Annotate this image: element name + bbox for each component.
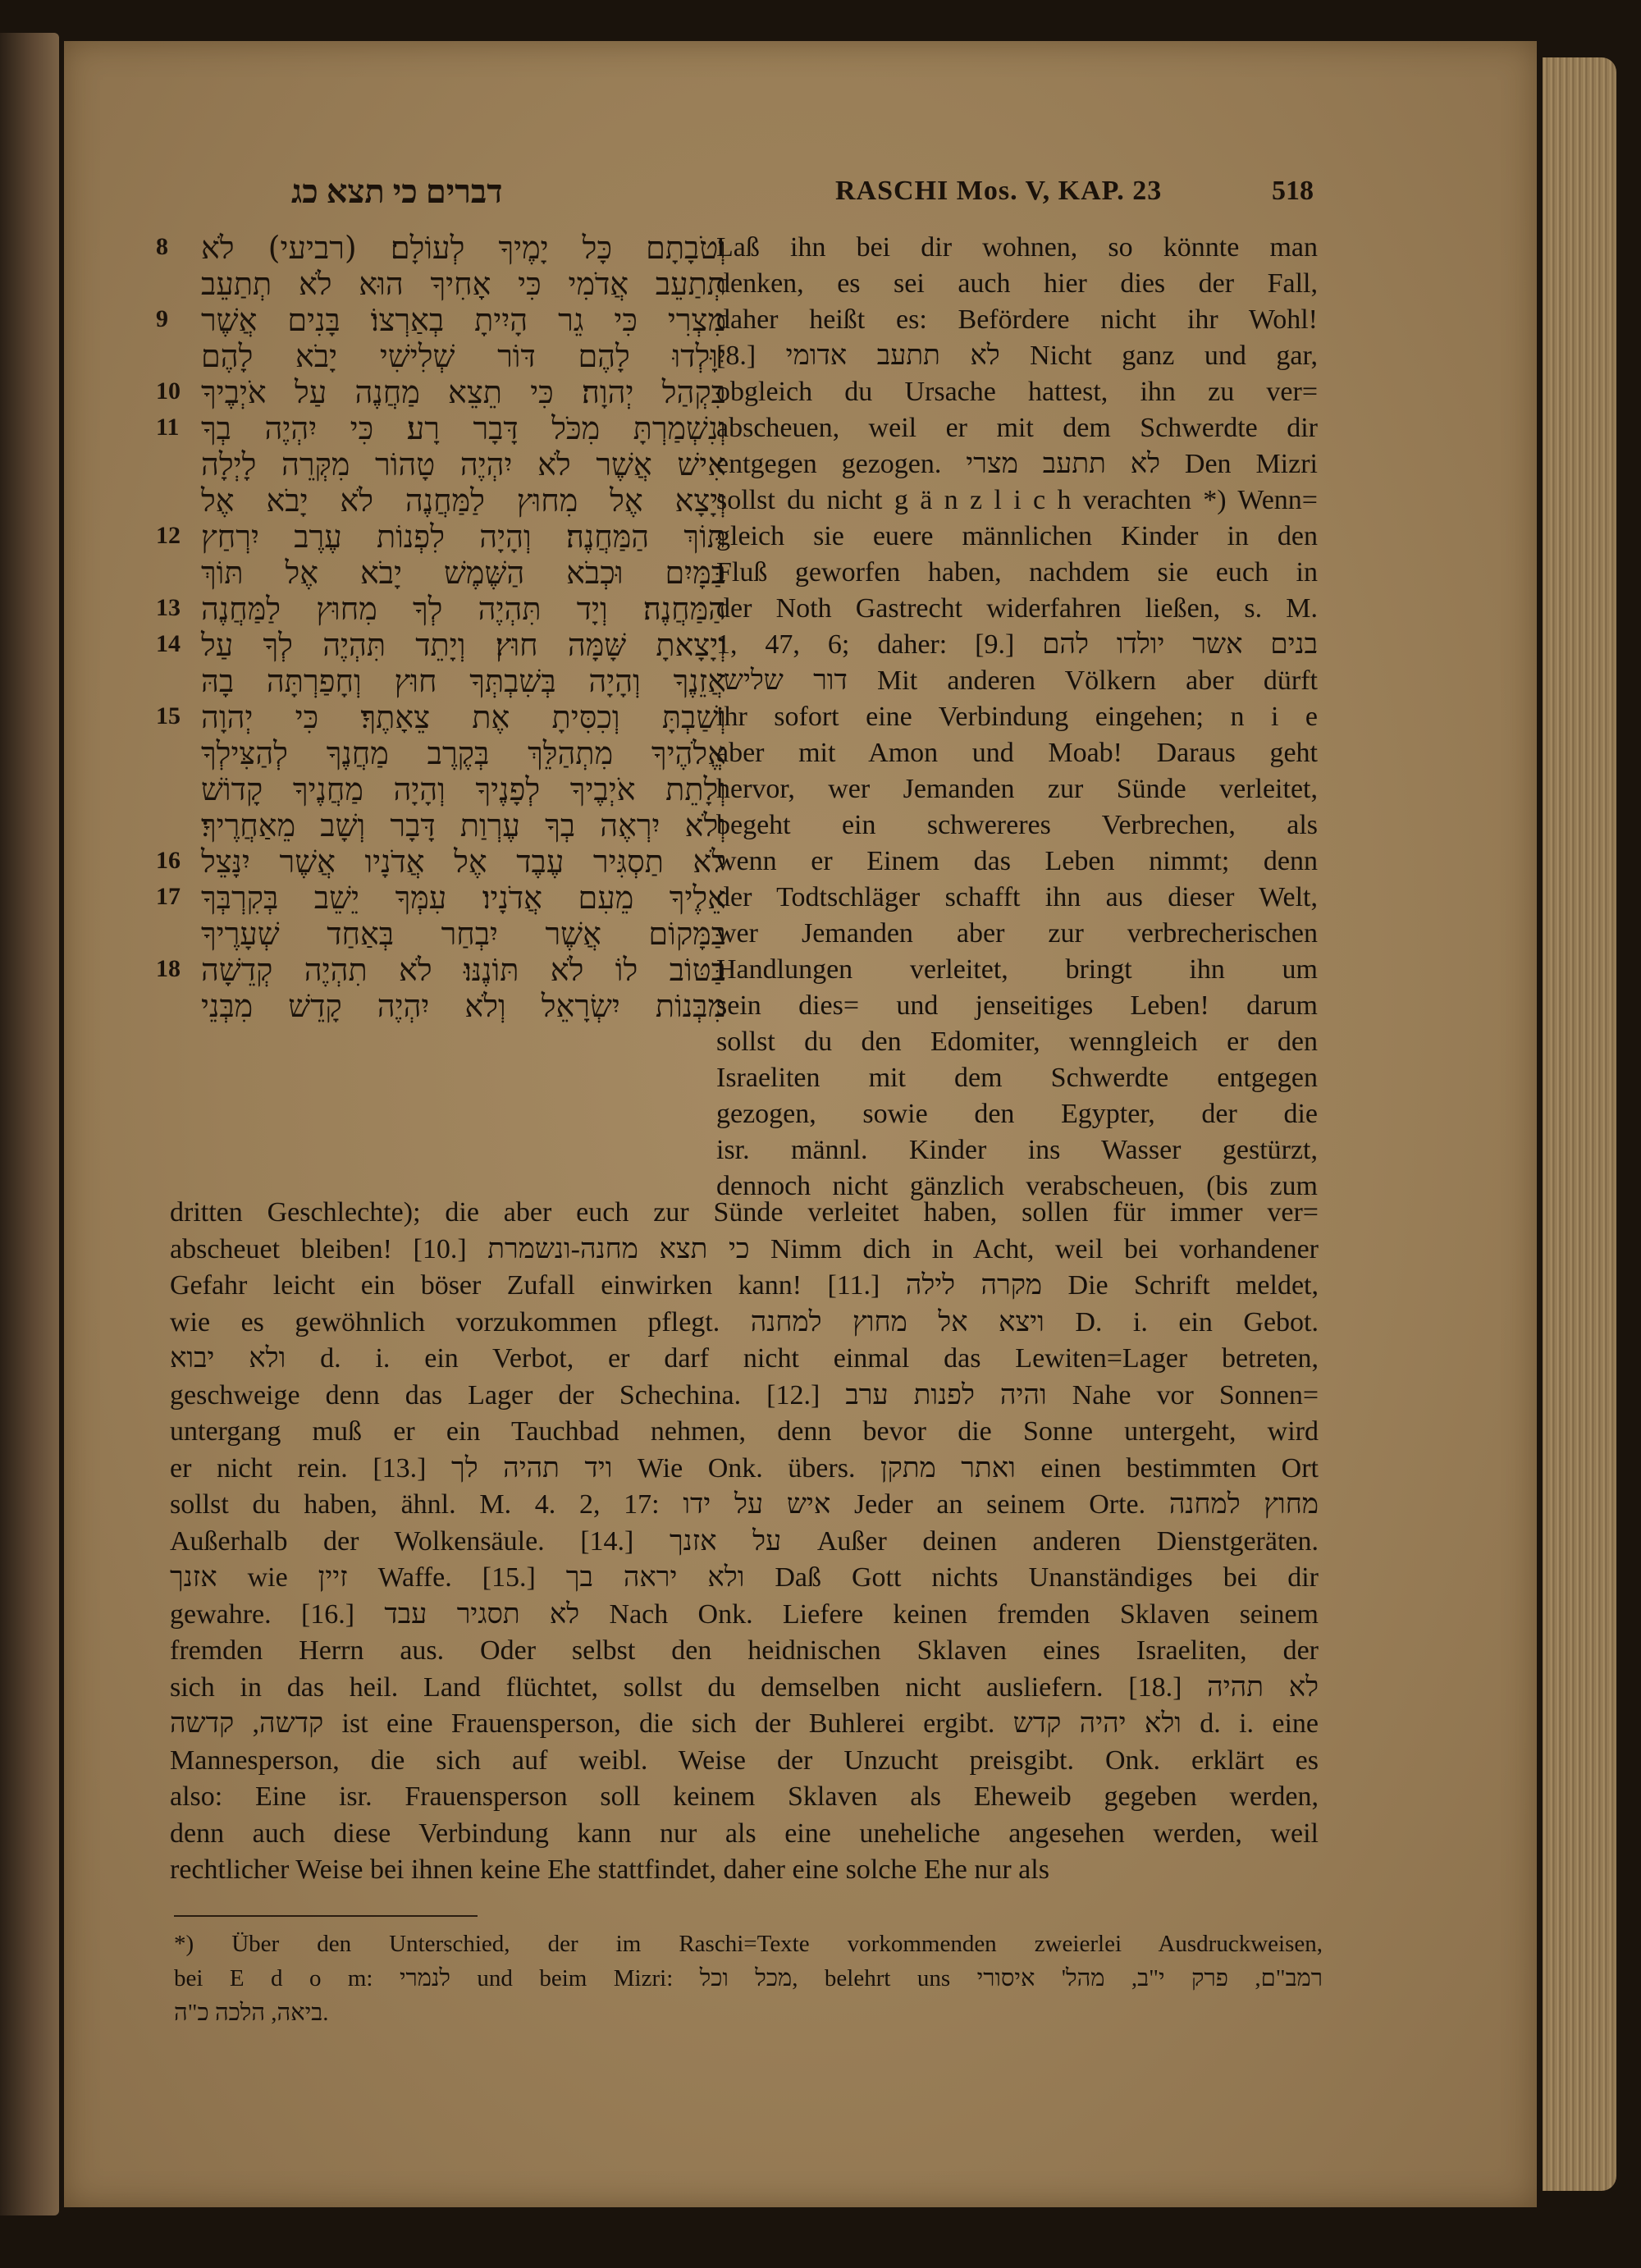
commentary-line: sich in das heil. Land flüchtet, sollst du demselben nicht ausliefern. [18.] לא תהיה <box>170 1671 1319 1703</box>
page-number: 518 <box>1272 176 1314 206</box>
commentary-line: 1, 47, 6; daher: [9.] בנים אשר יולדו להם <box>716 629 1318 660</box>
commentary-line: er nicht rein. [13.] ויד תהיה לך Wie Onk. übers. ואתר מתקן einen bestimmten Ort <box>170 1452 1319 1484</box>
german-commentary-right-column <box>716 230 1318 1205</box>
commentary-line: gezogen, sowie den Egypter, der die <box>716 1099 1318 1129</box>
raschi-running-head: RASCHI Mos. V, KAP. 23 <box>835 176 1163 206</box>
commentary-line: denken, es sei auch hier dies der Fall, <box>716 268 1318 299</box>
commentary-line: Gefahr leicht ein böser Zufall einwirken kann! [11.] מקרה לילה Die Schrift meldet, <box>170 1270 1319 1301</box>
commentary-line: fremden Herrn aus. Oder selbst den heidnischen Sklaven eines Israeliten, der <box>170 1635 1319 1666</box>
commentary-line: abscheuen, weil er mit dem Schwerdte dir <box>716 413 1318 443</box>
hebrew-running-head: דברים כי תצא כג <box>291 173 503 210</box>
commentary-line: denn auch diese Verbindung kann nur als eine uneheliche angesehen werden, weil <box>170 1818 1319 1849</box>
hebrew-verse-text: אִישׁ אֲשֶׁר לֹא יִהְיֶה טָהוֹר מִקְּרֵה לָיְלָה <box>201 446 726 482</box>
commentary-line: begeht ein schwereres Verbrechen, als <box>716 810 1318 840</box>
commentary-line: Fluß geworfen haben, nachdem sie euch in <box>716 557 1318 588</box>
verse-number: 11 <box>156 414 180 441</box>
footnote-rule <box>174 1915 478 1917</box>
verse-number: 8 <box>156 233 168 260</box>
hebrew-verse-text: אֲזֵנֶךָ וְהָיָה בְּשִׁבְתְּךָ חוּץ וְחָפַרְתָּה בָהּ <box>201 663 726 699</box>
commentary-line: ולא יבוא d. i. ein Verbot, er darf nicht einmal das Lewiten=Lager betreten, <box>170 1343 1319 1374</box>
hebrew-verse-text: תְתַעֵב אֲדֹמִי כִּי אָחִיךָ הוּא לֹא תְתַעֵב <box>201 266 726 302</box>
page-header <box>0 172 1641 213</box>
commentary-line: Laß ihn bei dir wohnen, so könnte man <box>716 232 1318 263</box>
hebrew-verse-text: הַמַּחֲנֶה׃ וְיָד תִּהְיֶה לְךָ מִחוּץ לַמַּחֲנֶה <box>201 591 726 627</box>
commentary-line: rechtlicher Weise bei ihnen keine Ehe stattfindet, daher eine solche Ehe nur als <box>170 1854 1049 1885</box>
commentary-line: קדשה, קדשה ist eine Frauensperson, die sich der Buhlerei ergibt. ולא יהיה קדש d. i. eine <box>170 1708 1319 1739</box>
hebrew-verse-text: וְנִשְׁמַרְתָּ מִכֹּל דָּבָר רָע׃ כִּי יִהְיֶה בְךָ <box>201 410 726 446</box>
commentary-line: dennoch nicht gänzlich verabscheuen, (bis zum <box>716 1171 1318 1201</box>
hebrew-verse-text: אֱלֹהֶיךָ מִתְהַלֵּךְ בְּקֶרֶב מַחֲנֶךָ לְהַצִּילְךָ <box>201 735 726 771</box>
commentary-line: gleich sie euere männlichen Kinder in den <box>716 521 1318 551</box>
commentary-line: der Todtschläger schafft ihn aus dieser Welt, <box>716 882 1318 912</box>
hebrew-verse-text: בַּטּוֹב לוֹ לֹא תּוֹנֶנּוּ׃ לֹא תִהְיֶה קְדֵשָׁה <box>201 952 726 988</box>
commentary-line: obgleich du Ursache hattest, ihn zu ver= <box>716 377 1318 407</box>
hebrew-verse-text: בַּמָּיִם וּכְבֹא הַשֶּׁמֶשׁ יָבֹא אֶל תּוֹךְ <box>201 555 726 591</box>
commentary-line: ihr sofort eine Verbindung eingehen; n i e <box>716 702 1318 732</box>
commentary-line: [8.] לא תתעב אדומי Nicht ganz und gar, <box>716 341 1318 371</box>
commentary-line: דור שלישי Mit anderen Völkern aber dürft <box>716 665 1318 696</box>
hebrew-verse-text: יִוָּלְדוּ לָהֶם דּוֹר שְׁלִישִׁי יָבֹא לָהֶם <box>201 338 726 374</box>
hebrew-verse-text: וְשַׁבְתָּ וְכִסִּיתָ אֶת צֵאָתֶךָ׃ כִּי יְהוָה <box>201 699 726 735</box>
hebrew-verse-text: וְטֹבָתָם כָּל יָמֶיךָ לְעוֹלָם׃ (רביעי) לֹא <box>201 230 726 266</box>
commentary-line: gewahre. [16.] לא תסגיר עבד Nach Onk. Liefere keinen fremden Sklaven seinem <box>170 1598 1319 1630</box>
commentary-line: wenn er Einem das Leben nimmt; denn <box>716 846 1318 876</box>
commentary-line: Israeliten mit dem Schwerdte entgegen <box>716 1063 1318 1093</box>
verse-number: 14 <box>156 630 181 657</box>
hebrew-verse-text: בַּמָּקוֹם אֲשֶׁר יִבְחַר בְּאַחַד שְׁעָרֶיךָ <box>201 916 726 952</box>
hebrew-verse-text: בִּקְהַל יְהוָה׃ כִּי תֵצֵא מַחֲנֶה עַל אֹיְבֶיךָ <box>201 374 726 410</box>
verse-number: 10 <box>156 377 181 405</box>
left-page-edge <box>0 33 59 2215</box>
hebrew-verse-text: תּוֹךְ הַמַּחֲנֶה׃ וְהָיָה לִפְנוֹת עֶרֶב יִרְחַץ <box>201 519 726 555</box>
commentary-line: also: Eine isr. Frauensperson soll keinem Sklaven als Eheweib gegeben werden, <box>170 1781 1319 1812</box>
hebrew-verse-text: מִבְּנוֹת יִשְׂרָאֵל וְלֹא יִהְיֶה קָדֵשׁ מִבְּנֵי <box>201 988 726 1024</box>
commentary-line: Mannesperson, die sich auf weibl. Weise der Unzucht preisgibt. Onk. erklärt es <box>170 1744 1319 1776</box>
commentary-line: geschweige denn das Lager der Schechina. [12.] והיה לפנות ערב Nahe vor Sonnen= <box>170 1379 1319 1411</box>
commentary-line: isr. männl. Kinder ins Wasser gestürzt, <box>716 1135 1318 1165</box>
footnote-line: bei E d o m: לנמרי und beim Mizri: מכל וכל, belehrt uns רמב"ם, פרק י"ב, מהל' איסורי <box>174 1965 1323 1991</box>
verse-number: 18 <box>156 955 181 982</box>
commentary-line: sollst du nicht g ä n z l i c h verachten *) Wenn= <box>716 485 1318 515</box>
commentary-line: aber mit Amon und Moab! Daraus geht <box>716 738 1318 768</box>
commentary-line: Handlungen verleitet, bringt ihn um <box>716 954 1318 985</box>
german-commentary-full-width <box>170 1195 1319 1889</box>
hebrew-verse-text: וְלָתֵת אֹיְבֶיךָ לְפָנֶיךָ וְהָיָה מַחֲנֶיךָ קָדוֹשׁ <box>201 771 726 807</box>
commentary-line: dritten Geschlechte); die aber euch zur Sünde verleitet haben, sollen für immer ver= <box>170 1197 1319 1228</box>
commentary-line: wie es gewöhnlich vorzukommen pflegt. ויצא אל מחוץ למחנה D. i. ein Gebot. <box>170 1306 1319 1337</box>
commentary-line: אזנך wie זיין Waffe. [15.] ולא יראה בך Daß Gott nichts Unanständiges bei dir <box>170 1562 1319 1593</box>
hebrew-verse-text: אֵלֶיךָ מֵעִם אֲדֹנָיו׃ עִמְּךָ יֵשֵׁב בְּקִרְבְּךָ <box>201 880 726 916</box>
commentary-line: sollst du den Edomiter, wenngleich er den <box>716 1027 1318 1057</box>
page-edges <box>1543 57 1616 2191</box>
commentary-line: sein dies= und jenseitiges Leben! darum <box>716 990 1318 1021</box>
commentary-line: untergang muß er ein Tauchbad nehmen, denn bevor die Sonne untergeht, wird <box>170 1416 1319 1447</box>
verse-number: 17 <box>156 883 181 910</box>
verse-number: 12 <box>156 522 181 549</box>
verse-number: 15 <box>156 702 181 729</box>
hebrew-verse-text: מִצְרִי כִּי גֵר הָיִיתָ בְאַרְצוֹ׃ בָּנִים אֲשֶׁר <box>201 302 726 338</box>
hebrew-verse-text: וְלֹא יִרְאֶה בְךָ עֶרְוַת דָּבָר וְשָׁב מֵאַחֲרֶיךָ׃ <box>201 807 726 844</box>
commentary-line: Außerhalb der Wolkensäule. [14.] על אזנך Außer deinen anderen Dienstgeräten. <box>170 1525 1319 1557</box>
hebrew-verse-text: וְיָצָא אֶל מִחוּץ לַמַּחֲנֶה לֹא יָבֹא אֶל <box>201 482 726 519</box>
verse-number: 9 <box>156 305 168 332</box>
hebrew-verse-text: וְיָצָאתָ שָּׁמָּה חוּץ׃ וְיָתֵד תִּהְיֶה לְךָ עַל <box>201 627 726 663</box>
footnote-line: *) Über den Unterschied, der im Raschi=Texte vorkommenden zweierlei Ausdruckweisen, <box>174 1931 1323 1957</box>
commentary-line: wer Jemanden aber zur verbrecherischen <box>716 918 1318 949</box>
footnote <box>174 1927 1323 2030</box>
commentary-line: der Noth Gastrecht widerfahren ließen, s. M. <box>716 593 1318 624</box>
footnote-line: ביאה, הלכה כ"ה. <box>174 2000 329 2026</box>
hebrew-verse-text: לֹא תַסְגִּיר עֶבֶד אֶל אֲדֹנָיו אֲשֶׁר יִנָּצֵל <box>201 844 726 880</box>
verse-number: 16 <box>156 847 181 874</box>
verse-number: 13 <box>156 594 181 621</box>
commentary-line: entgegen gezogen. לא תתעב מצרי Den Mizri <box>716 449 1318 479</box>
commentary-line: abscheuet bleiben! [10.] כי תצא מחנה-ונשמרת Nimm dich in Acht, weil bei vorhandener <box>170 1233 1319 1264</box>
commentary-line: hervor, wer Jemanden zur Sünde verleitet, <box>716 774 1318 804</box>
commentary-line: daher heißt es: Befördere nicht ihr Wohl! <box>716 304 1318 335</box>
commentary-line: sollst du haben, ähnl. M. 4. 2, 17: איש על ידו Jeder an seinem Orte. מחוץ למחנה <box>170 1489 1319 1520</box>
